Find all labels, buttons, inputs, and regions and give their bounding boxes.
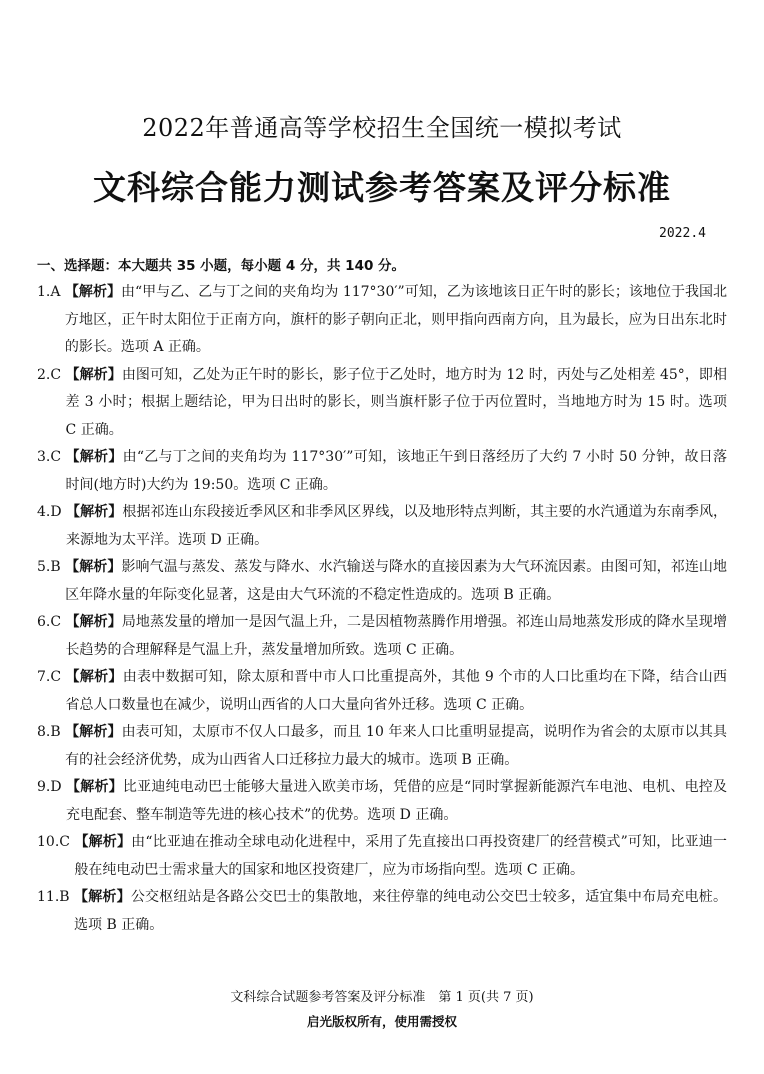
answer-number: 10.C <box>37 834 75 850</box>
answer-body <box>66 499 727 554</box>
answer-item <box>37 279 727 362</box>
answer-item <box>37 664 727 719</box>
analysis-tag: 【解析】 <box>65 669 123 685</box>
analysis-tag: 【解析】 <box>66 779 123 795</box>
answer-text: 比亚迪纯电动巴士能够大量进入欧美市场，凭借的应是“同时掌握新能源汽车电池、电机、电控及充电配套、整车制造等先进的核心技术”的优势。选项 D 正确。 <box>66 779 728 823</box>
answer-item <box>37 774 727 829</box>
answer-text: 公交枢纽站是各路公交巴士的集散地，来往停靠的纯电动公交巴士较多，适宜集中布局充电桩。选项 B 正确。 <box>74 889 728 933</box>
answer-body <box>65 279 727 362</box>
answer-item <box>37 884 727 939</box>
document-date: 2022.4 <box>659 226 706 241</box>
answer-item <box>37 362 727 445</box>
answer-number: 1.A <box>37 284 65 300</box>
answer-item <box>37 719 727 774</box>
answer-body <box>66 774 727 829</box>
analysis-tag: 【解析】 <box>66 504 123 520</box>
answer-item <box>37 829 727 884</box>
answer-number: 6.C <box>37 614 66 630</box>
answer-item <box>37 609 727 664</box>
answer-text: 影响气温与蒸发、蒸发与降水、水汽输送与降水的直接因素为大气环流因素。由图可知，祁连山地区年降水量的年际变化显著，这是由大气环流的不稳定性造成的。选项 B 正确。 <box>65 559 728 603</box>
answer-body <box>74 829 727 884</box>
analysis-tag: 【解析】 <box>65 559 122 575</box>
answer-list <box>37 279 727 939</box>
exam-title: 2022年普通高等学校招生全国统一模拟考试 <box>142 114 622 142</box>
answer-number: 11.B <box>37 889 75 905</box>
answer-text: 由图可知，乙处为正午时的影长，影子位于乙处时，地方时为 12 时，丙处与乙处相差 45°，即相差 3 小时；根据上题结论，甲为日出时的影长，则当旗杆影子位于丙位置时，当地地方时为 15 时。选项 C 正确。 <box>65 366 728 438</box>
analysis-tag: 【解析】 <box>65 724 122 740</box>
section-heading: 一、选择题：本大题共 35 小题，每小题 4 分，共 140 分。 <box>37 258 406 274</box>
answer-text: 局地蒸发量的增加一是因气温上升，二是因植物蒸腾作用增强。祁连山局地蒸发形成的降水呈现增长趋势的合理解释是气温上升，蒸发量增加所致。选项 C 正确。 <box>65 614 728 658</box>
answer-body <box>66 609 727 664</box>
answer-text: 由“乙与丁之间的夹角均为 117°30′”可知，该地正午到日落经历了大约 7 小时 50 分钟，故日落时间(地方时)大约为 19:50。选项 C 正确。 <box>65 449 728 493</box>
answer-body <box>66 362 727 445</box>
answer-body <box>65 719 727 774</box>
analysis-tag: 【解析】 <box>65 366 122 383</box>
copyright-notice: 启光版权所有，使用需授权 <box>306 1014 457 1029</box>
document-title: 文科综合能力测试参考答案及评分标准 <box>93 168 671 207</box>
answer-number: 5.B <box>37 559 66 575</box>
answer-text: 由表可知，太原市不仅人口最多，而且 10 年来人口比重明显提高，说明作为省会的太原市以其具有的社会经济优势，成为山西省人口迁移拉力最大的城市。选项 B 正确。 <box>65 724 727 768</box>
page-footer: 文科综合试题参考答案及评分标准 第 1 页(共 7 页) <box>230 990 534 1005</box>
answer-number: 4.D <box>37 504 67 520</box>
answer-body <box>65 554 727 609</box>
answer-number: 8.B <box>37 724 66 740</box>
answer-body <box>66 664 727 719</box>
answer-number: 3.C <box>37 449 66 465</box>
answer-item <box>37 554 727 609</box>
analysis-tag: 【解析】 <box>74 834 132 850</box>
answer-body <box>66 444 727 499</box>
answer-text: 由“比亚迪在推动全球电动化进程中，采用了先直接出口再投资建厂的经营模式”可知，比亚迪一般在纯电动巴士需求量大的国家和地区投资建厂，应为市场指向型。选项 C 正确。 <box>74 834 728 878</box>
answer-text: 由“甲与乙、乙与丁之间的夹角均为 117°30′”可知，乙为该地该日正午时的影长；该地位于我国北方地区，正午时太阳位于正南方向，旗杆的影子朝向正北，则甲指向西南方向，且为最长，应为日出东北时的影长。选项 A 正确。 <box>64 284 728 355</box>
analysis-tag: 【解析】 <box>65 614 122 630</box>
answer-number: 7.C <box>37 669 66 685</box>
analysis-tag: 【解析】 <box>65 449 123 465</box>
answer-text: 由表中数据可知，除太原和晋中市人口比重提高外，其他 9 个市的人口比重均在下降，结合山西省总人口数量也在减少，说明山西省的人口大量向省外迁移。选项 C 正确。 <box>65 669 727 713</box>
answer-item <box>37 499 727 554</box>
analysis-tag: 【解析】 <box>74 889 131 905</box>
answer-number: 2.C <box>37 366 66 383</box>
answer-item <box>37 444 727 499</box>
answer-number: 9.D <box>37 779 67 795</box>
analysis-tag: 【解析】 <box>64 284 121 300</box>
answer-body <box>74 884 727 939</box>
answer-text: 根据祁连山东段接近季风区和非季风区界线，以及地形特点判断，其主要的水汽通道为东南季风，来源地为太平洋。选项 D 正确。 <box>66 504 728 548</box>
